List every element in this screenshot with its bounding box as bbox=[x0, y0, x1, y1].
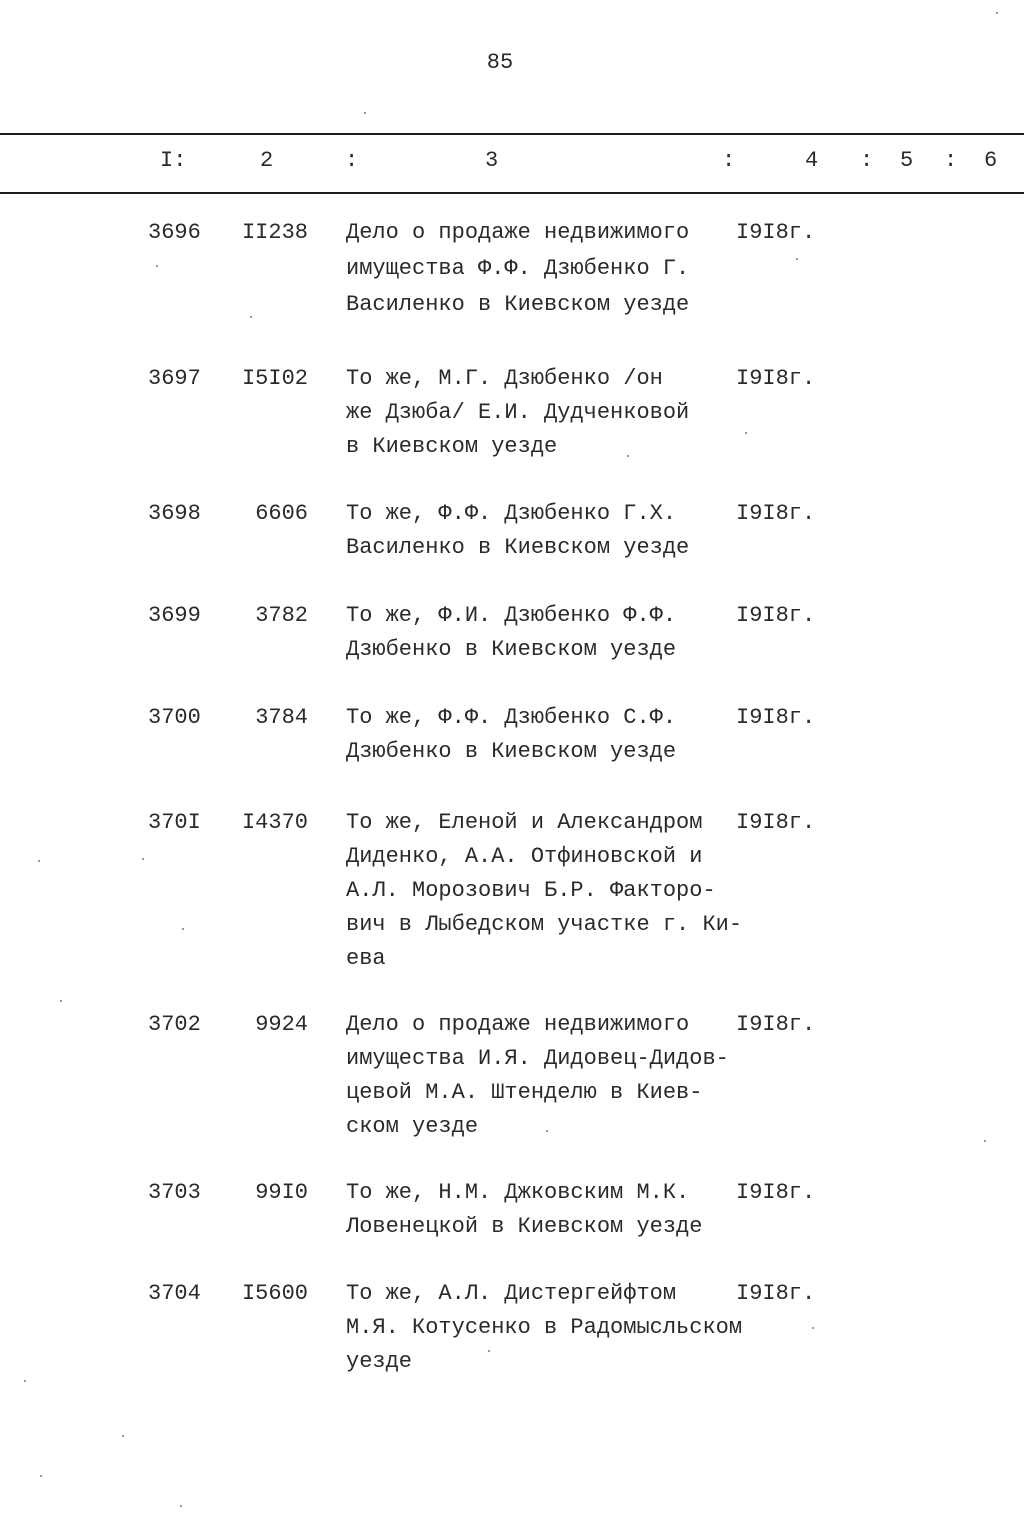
description-line: То же, Еленой и Александром bbox=[346, 810, 703, 835]
entry-year: I9I8г. bbox=[736, 810, 816, 835]
description-line: Диденко, А.А. Отфиновской и bbox=[346, 844, 703, 869]
entry-number: 3698 bbox=[148, 501, 201, 526]
entry-code: 9924 bbox=[255, 1012, 308, 1037]
entry-year: I9I8г. bbox=[736, 220, 816, 245]
column-separator: : bbox=[944, 148, 958, 173]
entry-number: 3700 bbox=[148, 705, 201, 730]
scan-speck bbox=[745, 432, 747, 434]
scan-speck bbox=[38, 860, 40, 862]
entry-description bbox=[346, 599, 736, 667]
entry-year: I9I8г. bbox=[736, 1281, 816, 1306]
column-separator: : bbox=[860, 148, 874, 173]
entry-number: 3703 bbox=[148, 1180, 201, 1205]
scan-speck bbox=[122, 1435, 124, 1437]
scan-speck bbox=[40, 1475, 42, 1477]
description-line: То же, Н.М. Джковским М.К. bbox=[346, 1180, 690, 1205]
description-line: цевой М.А. Штенделю в Киев- bbox=[346, 1080, 703, 1105]
entry-year: I9I8г. bbox=[736, 501, 816, 526]
scan-speck bbox=[796, 258, 798, 260]
scan-speck bbox=[24, 1380, 26, 1382]
entry-description bbox=[346, 1008, 736, 1144]
column-separator: : bbox=[345, 148, 359, 173]
column-header-1: I: bbox=[160, 148, 187, 173]
entry-code: 99I0 bbox=[255, 1180, 308, 1205]
column-separator: : bbox=[722, 148, 736, 173]
scan-speck bbox=[996, 12, 998, 14]
entry-number: 3702 bbox=[148, 1012, 201, 1037]
entry-number: 370I bbox=[148, 810, 201, 835]
entry-description bbox=[346, 216, 736, 322]
description-line: ева bbox=[346, 946, 386, 971]
scan-speck bbox=[250, 316, 252, 318]
column-header-6: 6 bbox=[984, 148, 998, 173]
page-number: 85 bbox=[486, 50, 514, 75]
entry-description bbox=[346, 1277, 743, 1379]
scan-speck bbox=[142, 858, 144, 860]
entry-code: I5600 bbox=[241, 1281, 308, 1306]
entry-description bbox=[346, 1176, 736, 1244]
scan-speck bbox=[627, 455, 629, 457]
entry-code: 3782 bbox=[255, 603, 308, 628]
scan-speck bbox=[812, 1327, 814, 1329]
entry-description bbox=[346, 497, 736, 565]
description-line: Дзюбенко в Киевском уезде bbox=[346, 637, 677, 662]
description-line: ском уезде bbox=[346, 1114, 479, 1139]
scan-speck bbox=[488, 1350, 490, 1352]
description-line: Василенко в Киевском уезде bbox=[346, 292, 690, 317]
description-line: То же, Ф.Ф. Дзюбенко Г.Х. bbox=[346, 501, 677, 526]
description-line: То же, М.Г. Дзюбенко /он bbox=[346, 366, 663, 391]
description-line: То же, Ф.Ф. Дзюбенко С.Ф. bbox=[346, 705, 677, 730]
scan-speck bbox=[546, 1130, 548, 1132]
scan-speck bbox=[180, 1505, 182, 1507]
column-header-3: 3 bbox=[485, 148, 499, 173]
entry-description bbox=[346, 362, 736, 464]
entry-year: I9I8г. bbox=[736, 1012, 816, 1037]
entry-code: II238 bbox=[241, 220, 308, 245]
scan-speck bbox=[156, 265, 158, 267]
header-rule-bottom bbox=[0, 192, 1024, 194]
description-line: вич в Лыбедском участке г. Ки- bbox=[346, 912, 743, 937]
column-header-5: 5 bbox=[900, 148, 914, 173]
entry-description bbox=[346, 806, 743, 976]
description-line: Дзюбенко в Киевском уезде bbox=[346, 739, 677, 764]
description-line: То же, А.Л. Дистергейфтом bbox=[346, 1281, 677, 1306]
description-line: Дело о продаже недвижимого bbox=[346, 1012, 690, 1037]
entry-code: I5I02 bbox=[241, 366, 308, 391]
entry-code: 3784 bbox=[255, 705, 308, 730]
entry-code: 6606 bbox=[255, 501, 308, 526]
description-line: Ловенецкой в Киевском уезде bbox=[346, 1214, 703, 1239]
column-header-2: 2 bbox=[260, 148, 274, 173]
scan-speck bbox=[60, 1000, 62, 1002]
scan-speck bbox=[364, 112, 366, 114]
description-line: уезде bbox=[346, 1349, 413, 1374]
description-line: в Киевском уезде bbox=[346, 434, 558, 459]
description-line: же Дзюба/ Е.И. Дудченковой bbox=[346, 400, 690, 425]
entry-number: 3699 bbox=[148, 603, 201, 628]
entry-number: 3696 bbox=[148, 220, 201, 245]
description-line: имущества Ф.Ф. Дзюбенко Г. bbox=[346, 256, 690, 281]
description-line: То же, Ф.И. Дзюбенко Ф.Ф. bbox=[346, 603, 677, 628]
description-line: А.Л. Морозович Б.Р. Факторо- bbox=[346, 878, 716, 903]
description-line: имущества И.Я. Дидовец-Дидов- bbox=[346, 1046, 729, 1071]
entry-year: I9I8г. bbox=[736, 705, 816, 730]
entry-year: I9I8г. bbox=[736, 603, 816, 628]
column-header-4: 4 bbox=[805, 148, 819, 173]
entry-year: I9I8г. bbox=[736, 1180, 816, 1205]
entry-number: 3704 bbox=[148, 1281, 201, 1306]
header-rule-top bbox=[0, 133, 1024, 135]
description-line: М.Я. Котусенко в Радомысльском bbox=[346, 1315, 743, 1340]
scan-speck bbox=[984, 1140, 986, 1142]
description-line: Василенко в Киевском уезде bbox=[346, 535, 690, 560]
entry-year: I9I8г. bbox=[736, 366, 816, 391]
entry-description bbox=[346, 701, 736, 769]
entry-number: 3697 bbox=[148, 366, 201, 391]
description-line: Дело о продаже недвижимого bbox=[346, 220, 690, 245]
entry-code: I4370 bbox=[241, 810, 308, 835]
scan-speck bbox=[182, 928, 184, 930]
